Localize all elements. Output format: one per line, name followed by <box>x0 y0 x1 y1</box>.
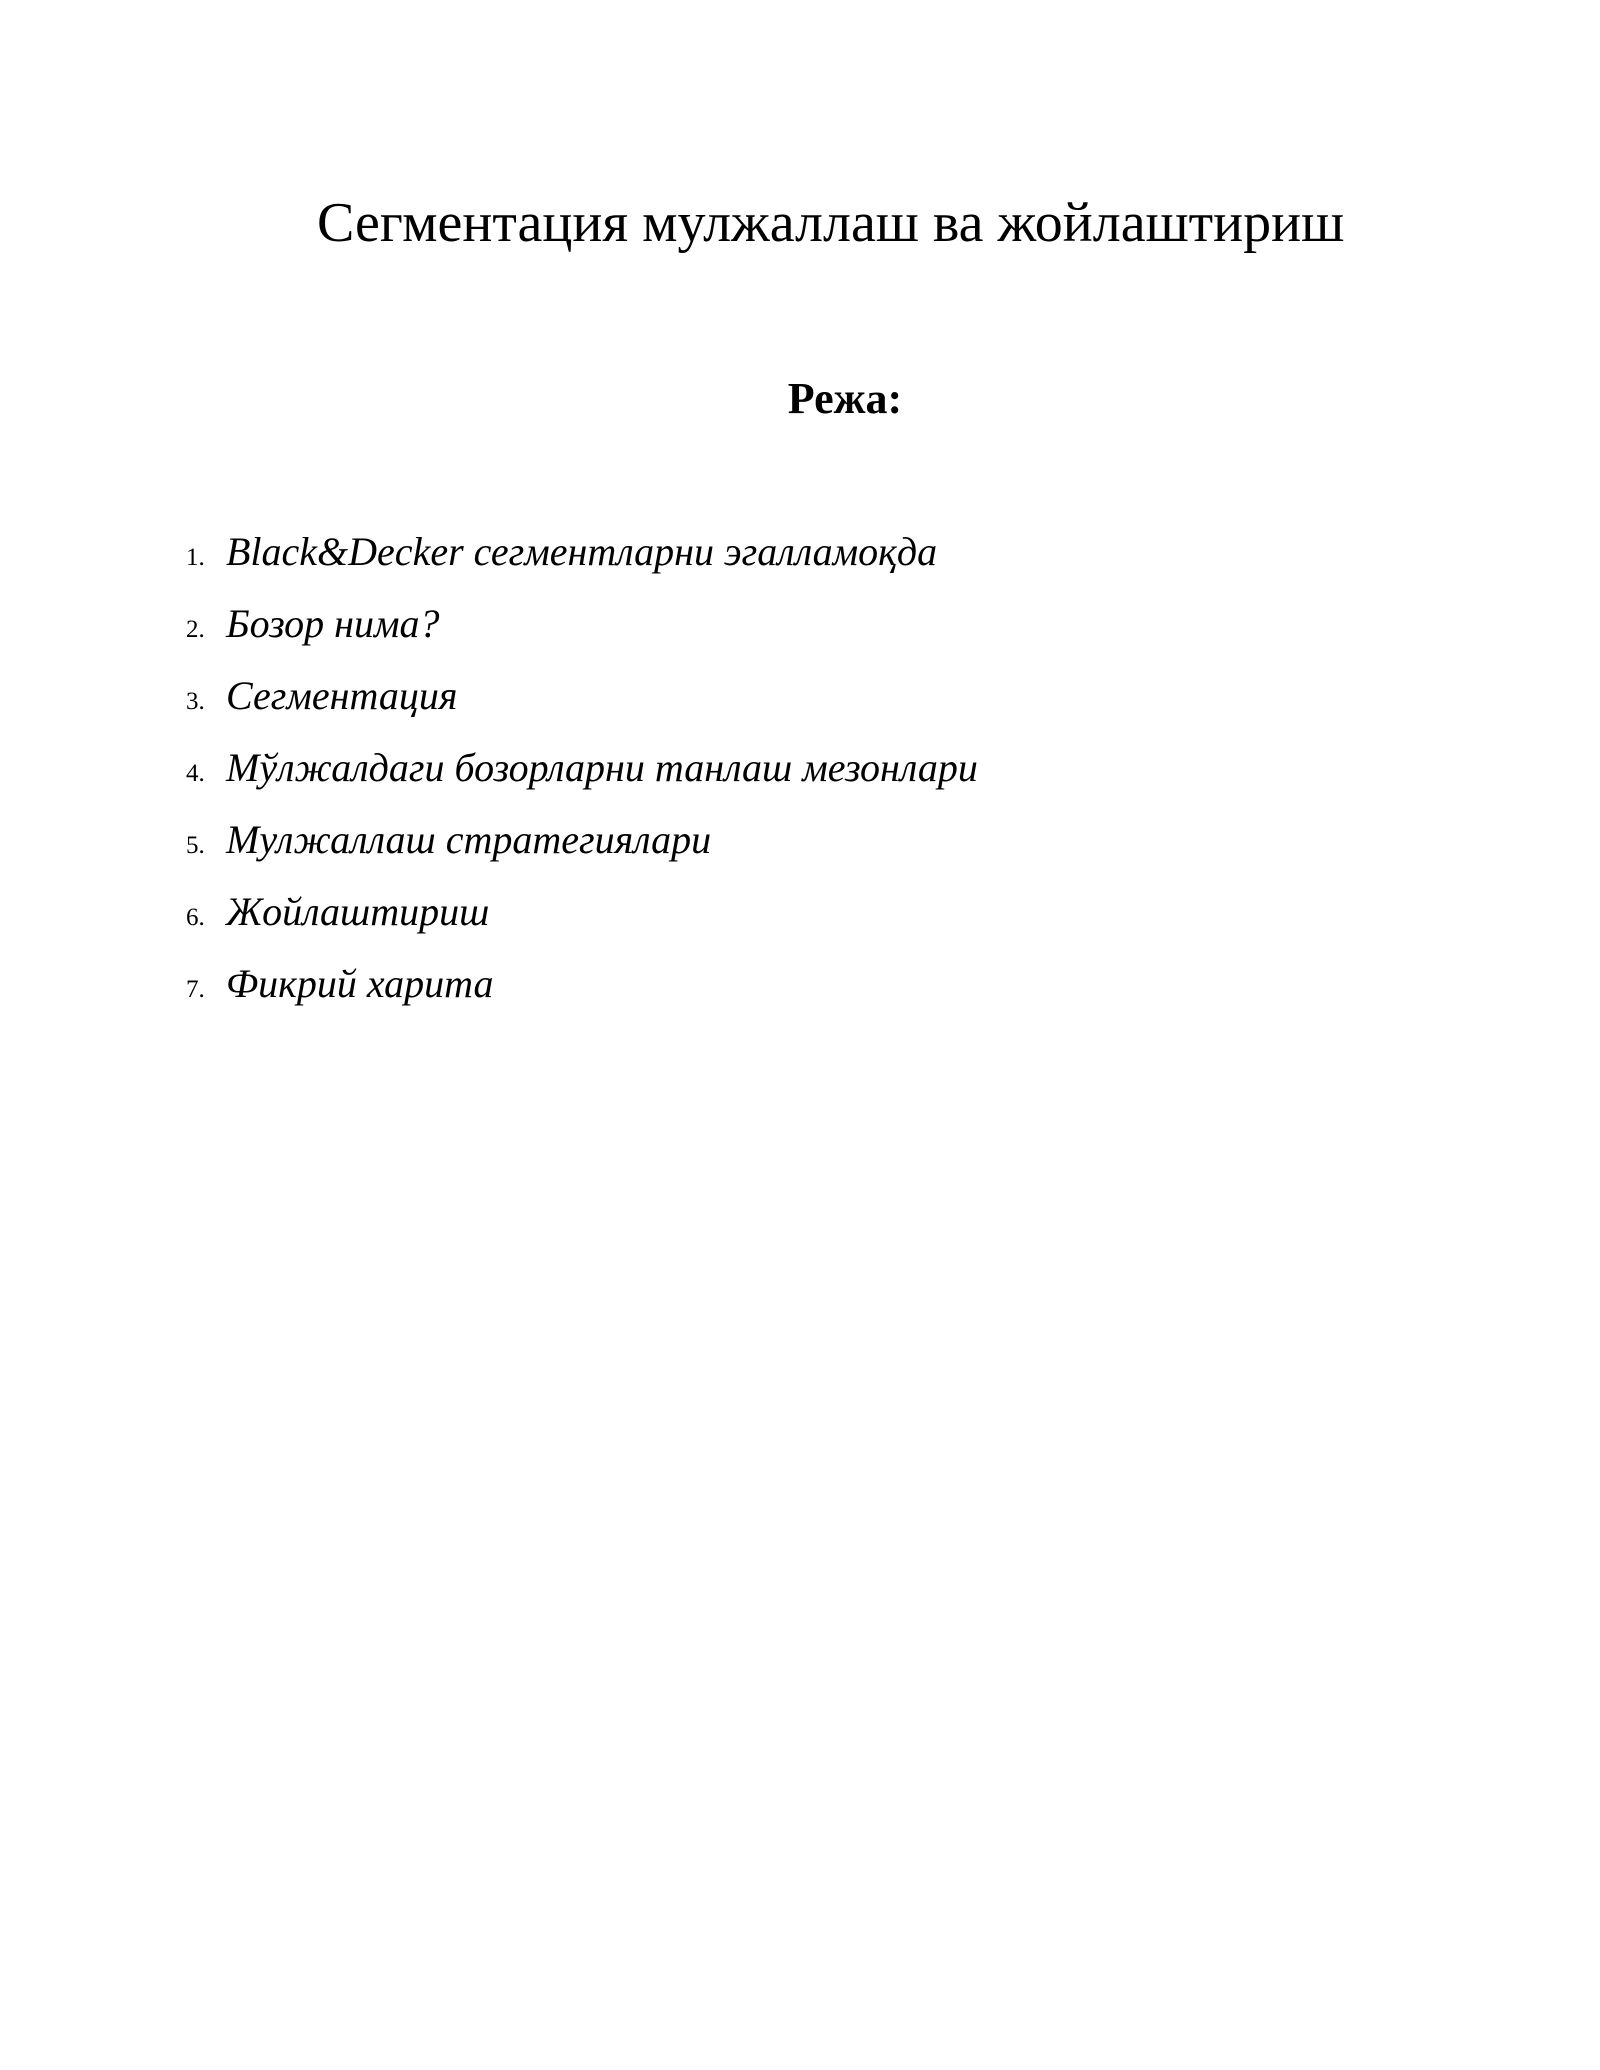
plan-item-1 <box>186 528 978 600</box>
plan-item-text: Бозор нима? <box>226 601 440 646</box>
plan-item-number: 5. <box>186 832 205 859</box>
plan-item-number: 6. <box>186 904 205 931</box>
plan-item-7 <box>186 960 978 1032</box>
plan-item-text: Мулжаллаш стратегиялари <box>226 817 712 862</box>
plan-item-text: Black&Decker сегментларни эгалламоқда <box>226 529 938 574</box>
plan-item-text: Фикрий харита <box>226 961 494 1006</box>
plan-item-6 <box>186 888 978 960</box>
plan-item-number: 1. <box>186 544 205 571</box>
plan-item-2 <box>186 600 978 672</box>
plan-heading: Режа: <box>787 374 903 423</box>
plan-item-3 <box>186 672 978 744</box>
plan-item-number: 3. <box>186 688 205 715</box>
plan-list <box>186 528 978 1032</box>
plan-item-text: Мўлжалдаги бозорларни танлаш мезонлари <box>226 745 978 790</box>
plan-item-4 <box>186 744 978 816</box>
plan-item-5 <box>186 816 978 888</box>
plan-item-text: Сегментация <box>226 673 458 718</box>
plan-item-text: Жойлаштириш <box>226 889 490 934</box>
plan-item-number: 4. <box>186 760 205 787</box>
plan-item-number: 2. <box>186 616 205 643</box>
document-title: Сегментация мулжаллаш ва жойлаштириш <box>317 192 1345 254</box>
plan-item-number: 7. <box>186 976 205 1003</box>
